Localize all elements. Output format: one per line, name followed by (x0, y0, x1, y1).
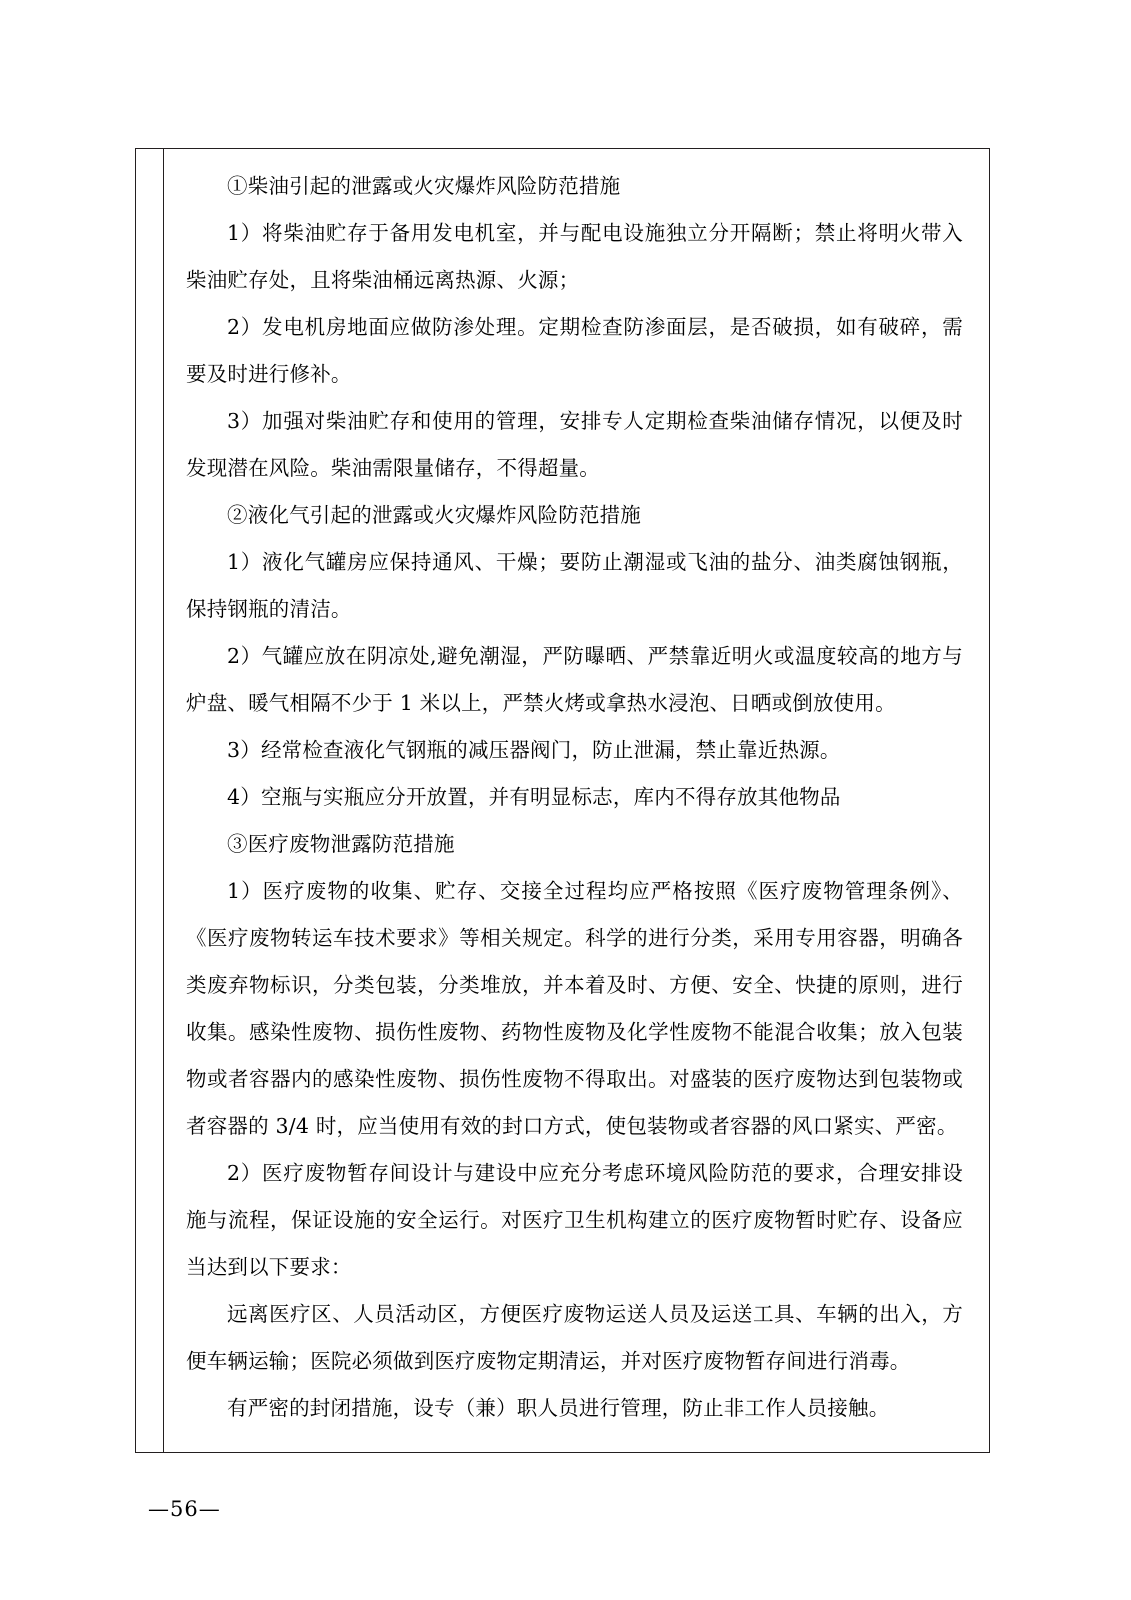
paragraph: 1）医疗废物的收集、贮存、交接全过程均应严格按照《医疗废物管理条例》、《医疗废物转运车技术要求》等相关规定。科学的进行分类，采用专用容器，明确各类废弃物标识，分类包装，分类堆放，并本着及时、方便、安全、快捷的原则，进行收集。感染性废物、损伤性废物、药物性废物及化学性废物不能混合收集；放入包装物或者容器内的感染性废物、损伤性废物不得取出。对盛装的医疗废物达到包装物或者容器的 3/4 时，应当使用有效的封口方式，使包装物或者容器的风口紧实、严密。 (186, 879, 963, 1138)
paragraph: ③医疗废物泄露防范措施 (227, 832, 455, 856)
table-left-column (136, 149, 164, 1452)
paragraph: 1）液化气罐房应保持通风、干燥；要防止潮湿或飞油的盐分、油类腐蚀钢瓶，保持钢瓶的清洁。 (186, 550, 963, 621)
page-number: —56— (148, 1497, 221, 1521)
paragraph: 3）经常检查液化气钢瓶的减压器阀门，防止泄漏，禁止靠近热源。 (227, 738, 841, 762)
paragraph: 1）将柴油贮存于备用发电机室，并与配电设施独立分开隔断；禁止将明火带入柴油贮存处，且将柴油桶远离热源、火源； (186, 221, 963, 292)
paragraph: ①柴油引起的泄露或火灾爆炸风险防范措施 (227, 174, 621, 198)
paragraph: 2）发电机房地面应做防渗处理。定期检查防渗面层，是否破损，如有破碎，需要及时进行修补。 (186, 315, 963, 386)
paragraph: 3）加强对柴油贮存和使用的管理，安排专人定期检查柴油储存情况，以便及时发现潜在风险。柴油需限量储存，不得超量。 (186, 409, 963, 480)
table-content-column (164, 149, 989, 1452)
paragraph: ②液化气引起的泄露或火灾爆炸风险防范措施 (227, 503, 641, 527)
paragraph: 有严密的封闭措施，设专（兼）职人员进行管理，防止非工作人员接触。 (227, 1396, 890, 1420)
content-table (135, 148, 990, 1453)
paragraph: 2）气罐应放在阴凉处,避免潮湿，严防曝晒、严禁靠近明火或温度较高的地方与炉盘、暖气相隔不少于 1 米以上，严禁火烤或拿热水浸泡、日晒或倒放使用。 (186, 644, 963, 715)
paragraph: 远离医疗区、人员活动区，方便医疗废物运送人员及运送工具、车辆的出入，方便车辆运输；医院必须做到医疗废物定期清运，并对医疗废物暂存间进行消毒。 (186, 1302, 963, 1373)
paragraph: 4）空瓶与实瓶应分开放置，并有明显标志，库内不得存放其他物品 (227, 785, 841, 809)
paragraph: 2）医疗废物暂存间设计与建设中应充分考虑环境风险防范的要求，合理安排设施与流程，保证设施的安全运行。对医疗卫生机构建立的医疗废物暂时贮存、设备应当达到以下要求： (186, 1161, 963, 1279)
